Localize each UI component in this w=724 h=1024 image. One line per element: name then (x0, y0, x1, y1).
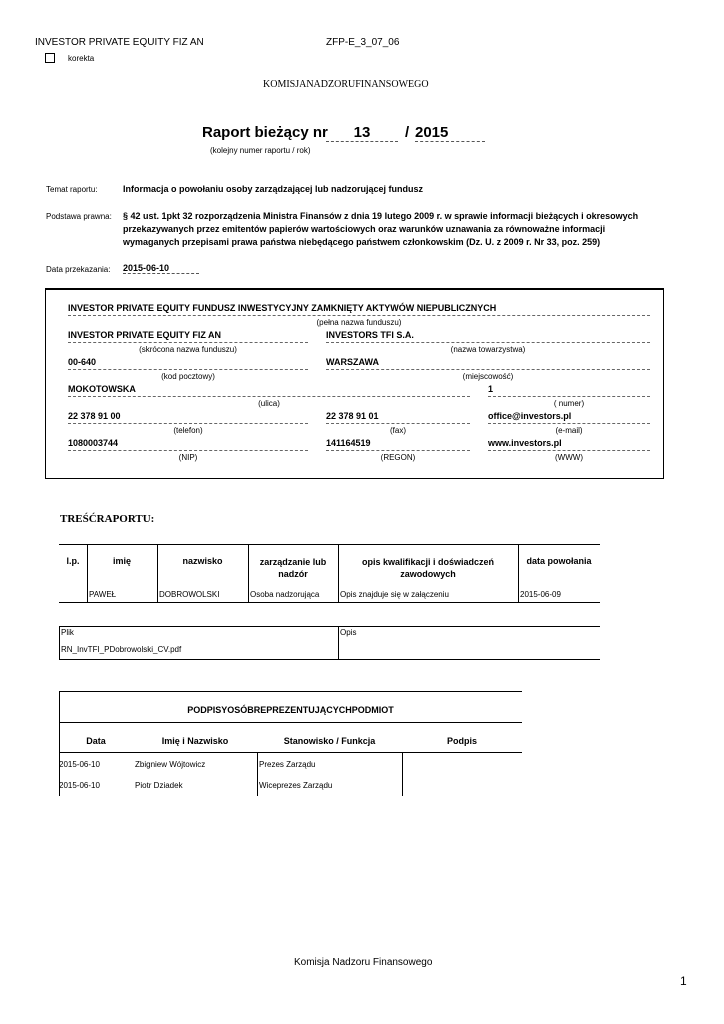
row-date: 2015-06-09 (520, 590, 561, 599)
fund-full-name-label: (pełna nazwa funduszu) (316, 318, 402, 327)
basis-line-3: wymaganych przepisami prawa państwa niebędącego państwem członkowskim (Dz. U. z 2009 r. Nr 33, poz. 259) (123, 237, 601, 247)
regon-label: (REGON) (380, 453, 416, 462)
postal-code-label: (kod pocztowy) (161, 372, 215, 381)
footer-authority: Komisja Nadzoru Finansowego (294, 957, 433, 968)
correction-label: korekta (68, 54, 95, 63)
col-lp: l.p. (66, 556, 80, 566)
nip: 1080003744 (68, 438, 119, 448)
street: MOKOTOWSKA (68, 384, 136, 394)
date-label: Data przekazania: (46, 265, 111, 274)
files-desc-header: Opis (340, 628, 357, 637)
fund-full-name: INVESTOR PRIVATE EQUITY FUNDUSZ INWESTYCYJNY ZAMKNIĘTY AKTYWÓW NIEPUBLICZNYCH (68, 303, 497, 313)
sig-row-2-role: Wiceprezes Zarządu (259, 781, 333, 790)
attachment-link[interactable]: RN_InvTFI_PDobrowolski_CV.pdf (61, 645, 182, 654)
signatures-heading: PODPISYOSÓBREPREZENTUJĄCYCHPODMIOT (187, 705, 394, 715)
correction-checkbox[interactable] (45, 53, 55, 63)
col-description: opis kwalifikacji i doświadczeń zawodowych (361, 557, 495, 579)
city: WARSZAWA (326, 357, 379, 367)
sig-row-1-role: Prezes Zarządu (259, 760, 316, 769)
company-name-label: (nazwa towarzystwa) (450, 345, 526, 354)
topic-label: Temat raportu: (46, 185, 98, 194)
report-title: Raport bieżący nr (202, 124, 328, 141)
col-date: data powołania (526, 556, 592, 566)
sig-col-role: Stanowisko / Funkcja (283, 736, 376, 746)
col-role: zarządzanie lub nadzór (259, 557, 327, 579)
topic-value: Informacja o powołaniu osoby zarządzającej lub nadzorującej fundusz (123, 184, 424, 194)
street-number-label: ( numer) (553, 399, 585, 408)
www[interactable]: www.investors.pl (488, 438, 562, 448)
city-label: (miejscowość) (462, 372, 514, 381)
fund-short-name-label: (skrócona nazwa funduszu) (139, 345, 237, 354)
email[interactable]: office@investors.pl (488, 411, 572, 421)
phone: 22 378 91 00 (68, 411, 121, 421)
sig-row-2-date: 2015-06-10 (59, 781, 100, 790)
report-slash: / (405, 124, 410, 141)
files-header: Plik (61, 628, 74, 637)
basis-line-2: przekazywanych przez emitentów papierów wartościowych oraz warunków uznawania za równoważne informacji (123, 224, 606, 234)
form-code: ZFP-E_3_07_06 (326, 37, 400, 48)
sig-col-date: Data (86, 736, 106, 746)
col-last-name: nazwisko (182, 556, 223, 566)
content-heading: TREŚĆRAPORTU: (60, 513, 155, 525)
company-name: INVESTORS TFI S.A. (326, 330, 414, 340)
street-label: (ulica) (258, 399, 280, 408)
sig-col-name: Imię i Nazwisko (161, 736, 229, 746)
regon: 141164519 (326, 438, 371, 448)
sig-row-2-name: Piotr Dziadek (135, 781, 183, 790)
row-last-name: DOBROWOLSKI (159, 590, 220, 599)
basis-label: Podstawa prawna: (46, 212, 112, 221)
email-label: (e-mail) (555, 426, 583, 435)
row-role: Osoba nadzorująca (250, 590, 320, 599)
street-number: 1 (488, 384, 494, 394)
authority-heading: KOMISJANADZORUFINANSOWEGO (263, 79, 429, 90)
report-year: 2015 (415, 124, 485, 142)
sig-row-1-name: Zbigniew Wójtowicz (135, 760, 206, 769)
fax-label: (fax) (390, 426, 406, 435)
col-first-name: imię (112, 556, 131, 566)
issuer-name: INVESTOR PRIVATE EQUITY FIZ AN (35, 37, 204, 48)
page-number: 1 (680, 974, 687, 988)
transfer-date: 2015-06-10 (123, 263, 199, 274)
row-first-name: PAWEŁ (89, 590, 117, 599)
row-description: Opis znajduje się w załączeniu (340, 590, 449, 599)
basis-line-1: § 42 ust. 1pkt 32 rozporządzenia Ministra Finansów z dnia 19 lutego 2009 r. w sprawie informacji bieżących i okresowych (123, 211, 639, 221)
phone-label: (telefon) (173, 426, 203, 435)
fund-short-name: INVESTOR PRIVATE EQUITY FIZ AN (68, 330, 222, 340)
nip-label: (NIP) (178, 453, 198, 462)
report-number: 13 (326, 124, 398, 142)
sig-row-1-date: 2015-06-10 (59, 760, 100, 769)
postal-code: 00-640 (68, 357, 97, 367)
fax: 22 378 91 01 (326, 411, 379, 421)
sig-col-signature: Podpis (446, 736, 477, 746)
report-subtitle: (kolejny numer raportu / rok) (210, 146, 311, 155)
www-label: (WWW) (555, 453, 583, 462)
